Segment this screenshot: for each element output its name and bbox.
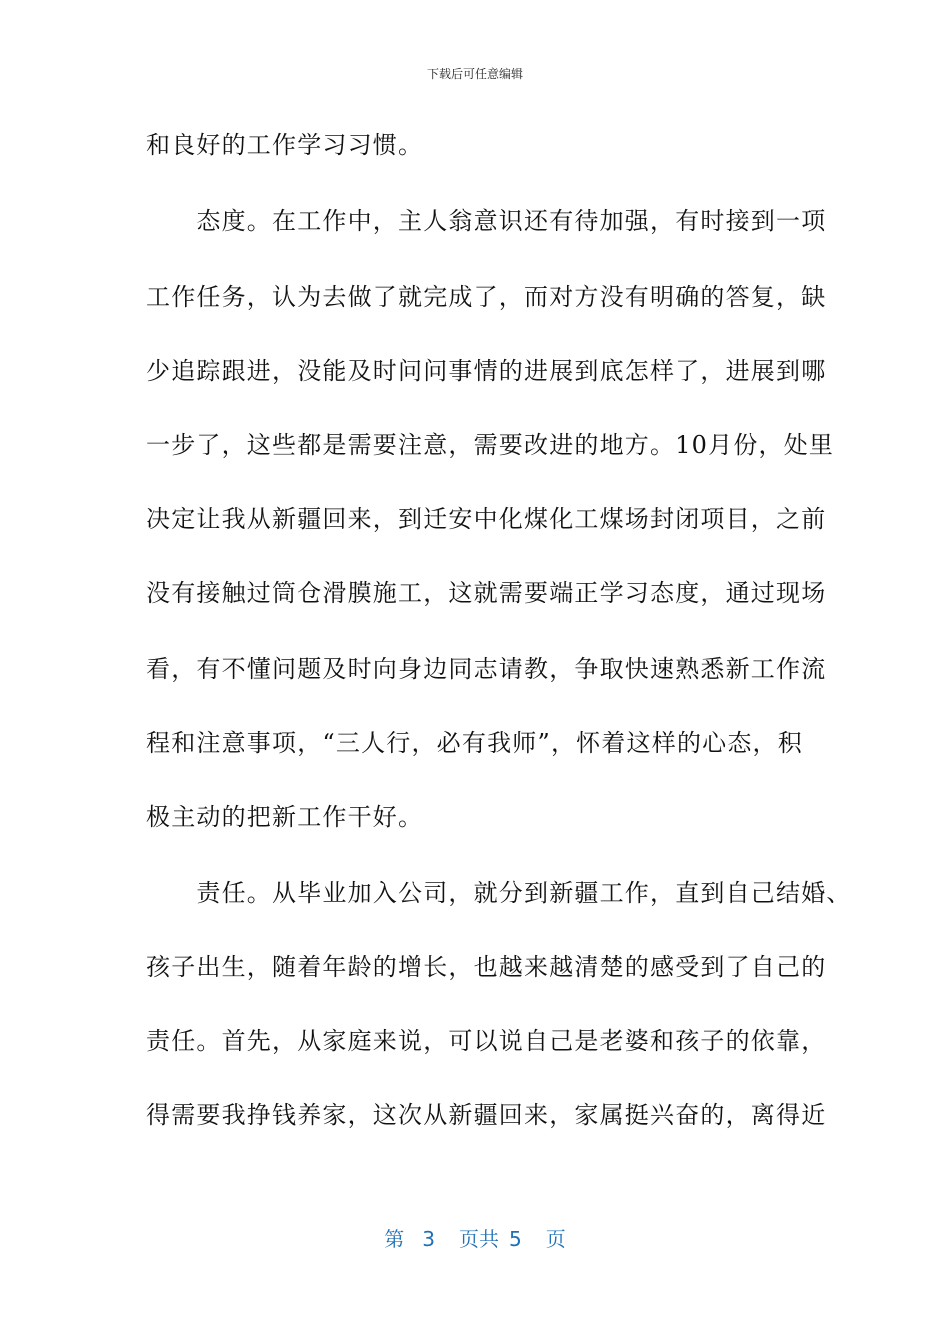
body-line: 程和注意事项，“三人行，必有我师”，怀着这样的心态，积 [146,729,803,757]
body-line: 孩子出生，随着年龄的增长，也越来越清楚的感受到了自己的 [146,953,827,981]
body-line: 决定让我从新疆回来，到迁安中化煤化工煤场封闭项目，之前 [146,505,827,533]
body-line: 得需要我挣钱养家，这次从新疆回来，家属挺兴奋的，离得近 [146,1101,827,1129]
total-pages-number: 5 [509,1227,522,1251]
body-line: 责任。从毕业加入公司，就分到新疆工作，直到自己结婚、 [146,879,852,907]
page-end-label: 页 [545,1227,566,1251]
page-header: 下载后可任意编辑 [426,67,523,81]
body-line: 责任。首先，从家庭来说，可以说自己是老婆和孩子的依靠， [146,1027,827,1055]
body-line: 极主动的把新工作干好。 [146,803,424,831]
body-line: 少追踪跟进，没能及时问问事情的进展到底怎样了，进展到哪 [146,357,827,385]
current-page-number: 3 [422,1227,435,1251]
page-label: 第 [384,1227,405,1251]
body-line: 和良好的工作学习习惯。 [146,131,424,159]
body-line: 看，有不懂问题及时向身边同志请教，争取快速熟悉新工作流 [146,655,827,683]
body-line: 一步了，这些都是需要注意，需要改进的地方。10月份，处里 [146,431,835,459]
page-footer [0,1226,950,1252]
body-line: 态度。在工作中，主人翁意识还有待加强，有时接到一项 [146,207,827,235]
body-line: 工作任务，认为去做了就完成了，而对方没有明确的答复，缺 [146,283,827,311]
page-of-label: 页共 [459,1227,499,1251]
body-line: 没有接触过筒仓滑膜施工，这就需要端正学习态度，通过现场 [146,579,827,607]
